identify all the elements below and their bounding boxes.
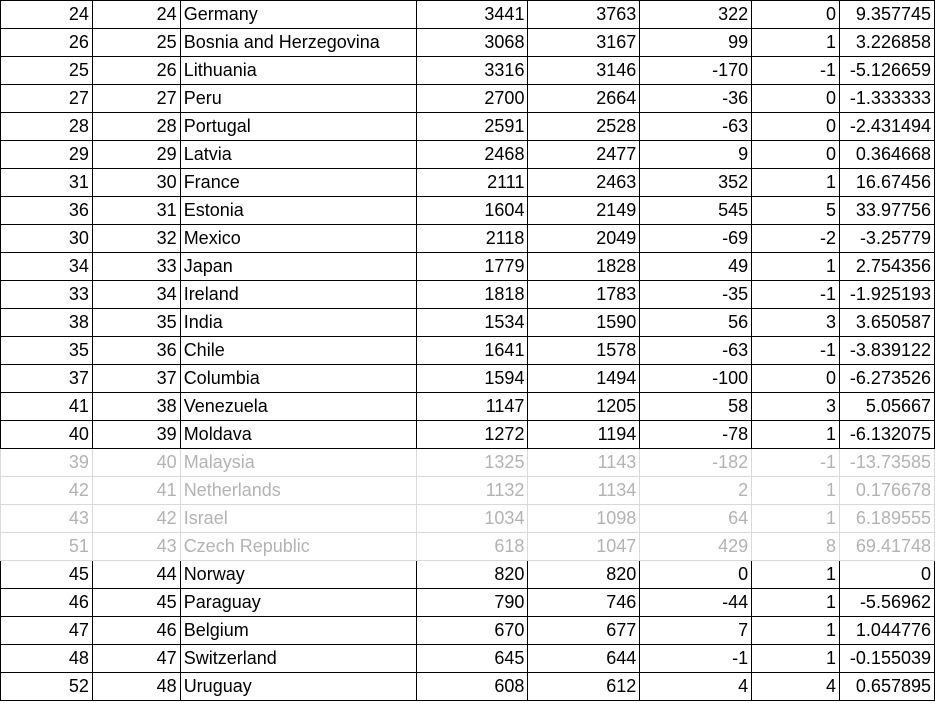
cell-value-a[interactable]: 3068 [416, 29, 528, 57]
cell-difference[interactable]: 56 [640, 309, 752, 337]
cell-percent-change[interactable]: 3.650587 [839, 309, 934, 337]
cell-percent-change[interactable]: -6.273526 [839, 365, 934, 393]
cell-rank[interactable]: 47 [92, 645, 180, 673]
table-row [1, 365, 935, 393]
table-row [1, 197, 935, 225]
cell-value-b[interactable]: 3167 [528, 29, 640, 57]
cell-value-b[interactable]: 1143 [528, 449, 640, 477]
cell-rank[interactable]: 36 [92, 337, 180, 365]
cell-difference[interactable]: 545 [640, 197, 752, 225]
cell-value-b[interactable]: 644 [528, 645, 640, 673]
table-row [1, 337, 935, 365]
cell-difference[interactable]: -69 [640, 225, 752, 253]
cell-rank-change[interactable]: 0 [752, 85, 840, 113]
cell-difference[interactable]: 64 [640, 505, 752, 533]
cell-prev-rank[interactable]: 51 [1, 533, 93, 561]
cell-value-a[interactable]: 3316 [416, 57, 528, 85]
cell-prev-rank[interactable]: 28 [1, 113, 93, 141]
cell-rank[interactable]: 48 [92, 673, 180, 701]
cell-value-a[interactable]: 608 [416, 673, 528, 701]
cell-difference[interactable]: 7 [640, 617, 752, 645]
cell-value-b[interactable]: 1494 [528, 365, 640, 393]
cell-rank[interactable]: 27 [92, 85, 180, 113]
cell-value-b[interactable]: 3146 [528, 57, 640, 85]
cell-value-a[interactable]: 2700 [416, 85, 528, 113]
cell-percent-change[interactable]: -1.925193 [839, 281, 934, 309]
cell-country[interactable]: Peru [180, 85, 416, 113]
cell-value-a[interactable]: 1534 [416, 309, 528, 337]
cell-percent-change[interactable]: -1.333333 [839, 85, 934, 113]
cell-rank-change[interactable]: 1 [752, 253, 840, 281]
cell-prev-rank[interactable]: 35 [1, 337, 93, 365]
cell-country[interactable]: Paraguay [180, 589, 416, 617]
cell-percent-change[interactable]: 0.364668 [839, 141, 934, 169]
cell-value-a[interactable]: 1641 [416, 337, 528, 365]
cell-rank-change[interactable]: -1 [752, 57, 840, 85]
cell-value-b[interactable]: 1098 [528, 505, 640, 533]
cell-rank[interactable]: 35 [92, 309, 180, 337]
cell-value-b[interactable]: 3763 [528, 1, 640, 29]
cell-country[interactable]: Israel [180, 505, 416, 533]
cell-rank-change[interactable]: 1 [752, 617, 840, 645]
cell-prev-rank[interactable]: 24 [1, 1, 93, 29]
cell-difference[interactable]: 58 [640, 393, 752, 421]
table-row [1, 281, 935, 309]
cell-rank-change[interactable]: 1 [752, 421, 840, 449]
table-row [1, 169, 935, 197]
table-row [1, 85, 935, 113]
cell-prev-rank[interactable]: 33 [1, 281, 93, 309]
cell-rank[interactable]: 46 [92, 617, 180, 645]
cell-difference[interactable]: 4 [640, 673, 752, 701]
cell-rank[interactable]: 28 [92, 113, 180, 141]
cell-value-b[interactable]: 1205 [528, 393, 640, 421]
cell-rank-change[interactable]: -1 [752, 337, 840, 365]
cell-difference[interactable]: -36 [640, 85, 752, 113]
cell-country[interactable]: Switzerland [180, 645, 416, 673]
cell-country[interactable]: Czech Republic [180, 533, 416, 561]
cell-value-a[interactable]: 1132 [416, 477, 528, 505]
cell-difference[interactable]: 352 [640, 169, 752, 197]
cell-rank[interactable]: 30 [92, 169, 180, 197]
cell-rank[interactable]: 37 [92, 365, 180, 393]
cell-value-b[interactable]: 677 [528, 617, 640, 645]
cell-percent-change[interactable]: 9.357745 [839, 1, 934, 29]
cell-rank-change[interactable]: -1 [752, 449, 840, 477]
cell-rank[interactable]: 26 [92, 57, 180, 85]
cell-difference[interactable]: -182 [640, 449, 752, 477]
cell-value-b[interactable]: 612 [528, 673, 640, 701]
cell-rank-change[interactable]: -1 [752, 281, 840, 309]
cell-prev-rank[interactable]: 34 [1, 253, 93, 281]
cell-rank-change[interactable]: 5 [752, 197, 840, 225]
cell-value-a[interactable]: 1604 [416, 197, 528, 225]
table-row [1, 477, 935, 505]
cell-rank-change[interactable]: 0 [752, 365, 840, 393]
cell-value-b[interactable]: 820 [528, 561, 640, 589]
cell-prev-rank[interactable]: 38 [1, 309, 93, 337]
cell-rank-change[interactable]: 1 [752, 645, 840, 673]
cell-difference[interactable]: 99 [640, 29, 752, 57]
cell-difference[interactable]: 0 [640, 561, 752, 589]
table-row [1, 57, 935, 85]
table-row [1, 449, 935, 477]
cell-prev-rank[interactable]: 27 [1, 85, 93, 113]
cell-prev-rank[interactable]: 52 [1, 673, 93, 701]
table-row [1, 29, 935, 57]
cell-difference[interactable]: -63 [640, 337, 752, 365]
cell-percent-change[interactable]: 0.657895 [839, 673, 934, 701]
cell-rank[interactable]: 24 [92, 1, 180, 29]
cell-value-a[interactable]: 618 [416, 533, 528, 561]
cell-rank-change[interactable]: 1 [752, 561, 840, 589]
cell-value-b[interactable]: 1134 [528, 477, 640, 505]
cell-difference[interactable]: -100 [640, 365, 752, 393]
cell-value-b[interactable]: 1783 [528, 281, 640, 309]
cell-country[interactable]: Estonia [180, 197, 416, 225]
table-body [1, 1, 935, 701]
table-row [1, 645, 935, 673]
cell-value-a[interactable]: 1818 [416, 281, 528, 309]
cell-value-a[interactable]: 2111 [416, 169, 528, 197]
cell-rank-change[interactable]: 3 [752, 393, 840, 421]
cell-country[interactable]: Lithuania [180, 57, 416, 85]
cell-country[interactable]: Belgium [180, 617, 416, 645]
cell-percent-change[interactable]: 16.67456 [839, 169, 934, 197]
cell-prev-rank[interactable]: 42 [1, 477, 93, 505]
cell-percent-change[interactable]: 69.41748 [839, 533, 934, 561]
cell-value-b[interactable]: 1828 [528, 253, 640, 281]
cell-rank[interactable]: 43 [92, 533, 180, 561]
cell-rank-change[interactable]: -2 [752, 225, 840, 253]
cell-rank[interactable]: 38 [92, 393, 180, 421]
cell-percent-change[interactable]: 1.044776 [839, 617, 934, 645]
cell-value-b[interactable]: 2149 [528, 197, 640, 225]
cell-rank-change[interactable]: 0 [752, 113, 840, 141]
cell-rank-change[interactable]: 1 [752, 169, 840, 197]
cell-prev-rank[interactable]: 37 [1, 365, 93, 393]
cell-value-a[interactable]: 645 [416, 645, 528, 673]
cell-difference[interactable]: 2 [640, 477, 752, 505]
cell-value-b[interactable]: 1590 [528, 309, 640, 337]
cell-value-a[interactable]: 1594 [416, 365, 528, 393]
cell-value-b[interactable]: 2477 [528, 141, 640, 169]
cell-value-a[interactable]: 1272 [416, 421, 528, 449]
cell-percent-change[interactable]: 5.05667 [839, 393, 934, 421]
cell-rank[interactable]: 31 [92, 197, 180, 225]
table-row [1, 393, 935, 421]
cell-percent-change[interactable]: 33.97756 [839, 197, 934, 225]
cell-value-b[interactable]: 1047 [528, 533, 640, 561]
cell-country[interactable]: Netherlands [180, 477, 416, 505]
cell-percent-change[interactable]: 3.226858 [839, 29, 934, 57]
cell-rank[interactable]: 42 [92, 505, 180, 533]
cell-prev-rank[interactable]: 41 [1, 393, 93, 421]
cell-difference[interactable]: -35 [640, 281, 752, 309]
cell-country[interactable]: Malaysia [180, 449, 416, 477]
cell-country[interactable]: Portugal [180, 113, 416, 141]
cell-percent-change[interactable]: 6.189555 [839, 505, 934, 533]
table-row [1, 113, 935, 141]
cell-percent-change[interactable]: 0 [839, 561, 934, 589]
cell-value-b[interactable]: 1578 [528, 337, 640, 365]
cell-country[interactable]: Bosnia and Herzegovina [180, 29, 416, 57]
cell-country[interactable]: Venezuela [180, 393, 416, 421]
cell-prev-rank[interactable]: 43 [1, 505, 93, 533]
cell-country[interactable]: Latvia [180, 141, 416, 169]
cell-country[interactable]: India [180, 309, 416, 337]
table-row [1, 533, 935, 561]
cell-prev-rank[interactable]: 47 [1, 617, 93, 645]
cell-prev-rank[interactable]: 46 [1, 589, 93, 617]
cell-value-a[interactable]: 790 [416, 589, 528, 617]
table-row [1, 225, 935, 253]
cell-value-a[interactable]: 820 [416, 561, 528, 589]
table-row [1, 561, 935, 589]
cell-value-b[interactable]: 746 [528, 589, 640, 617]
cell-country[interactable]: Columbia [180, 365, 416, 393]
cell-prev-rank[interactable]: 29 [1, 141, 93, 169]
cell-prev-rank[interactable]: 40 [1, 421, 93, 449]
cell-rank[interactable]: 25 [92, 29, 180, 57]
cell-rank-change[interactable]: 1 [752, 505, 840, 533]
cell-prev-rank[interactable]: 26 [1, 29, 93, 57]
table-row [1, 141, 935, 169]
cell-prev-rank[interactable]: 31 [1, 169, 93, 197]
cell-value-a[interactable]: 1779 [416, 253, 528, 281]
table-row [1, 617, 935, 645]
cell-rank[interactable]: 39 [92, 421, 180, 449]
cell-rank[interactable]: 40 [92, 449, 180, 477]
cell-rank-change[interactable]: 1 [752, 589, 840, 617]
table-row [1, 253, 935, 281]
cell-country[interactable]: Japan [180, 253, 416, 281]
cell-rank-change[interactable]: 3 [752, 309, 840, 337]
cell-rank-change[interactable]: 0 [752, 1, 840, 29]
cell-difference[interactable]: 9 [640, 141, 752, 169]
cell-rank[interactable]: 45 [92, 589, 180, 617]
cell-value-a[interactable]: 1147 [416, 393, 528, 421]
cell-prev-rank[interactable]: 25 [1, 57, 93, 85]
cell-difference[interactable]: 429 [640, 533, 752, 561]
cell-country[interactable]: France [180, 169, 416, 197]
table-row [1, 1, 935, 29]
cell-prev-rank[interactable]: 45 [1, 561, 93, 589]
cell-percent-change[interactable]: -0.155039 [839, 645, 934, 673]
cell-country[interactable]: Chile [180, 337, 416, 365]
cell-prev-rank[interactable]: 39 [1, 449, 93, 477]
cell-country[interactable]: Mexico [180, 225, 416, 253]
cell-value-b[interactable]: 2463 [528, 169, 640, 197]
cell-value-a[interactable]: 1325 [416, 449, 528, 477]
cell-country[interactable]: Norway [180, 561, 416, 589]
cell-rank-change[interactable]: 1 [752, 477, 840, 505]
cell-value-b[interactable]: 2049 [528, 225, 640, 253]
cell-percent-change[interactable]: -13.73585 [839, 449, 934, 477]
cell-rank-change[interactable]: 1 [752, 29, 840, 57]
cell-percent-change[interactable]: -3.25779 [839, 225, 934, 253]
table-row [1, 673, 935, 701]
cell-percent-change[interactable]: -2.431494 [839, 113, 934, 141]
cell-difference[interactable]: -78 [640, 421, 752, 449]
cell-country[interactable]: Germany [180, 1, 416, 29]
table-row [1, 421, 935, 449]
cell-value-b[interactable]: 2664 [528, 85, 640, 113]
cell-value-a[interactable]: 2591 [416, 113, 528, 141]
cell-value-a[interactable]: 670 [416, 617, 528, 645]
cell-percent-change[interactable]: -6.132075 [839, 421, 934, 449]
cell-difference[interactable]: 322 [640, 1, 752, 29]
cell-percent-change[interactable]: -5.56962 [839, 589, 934, 617]
cell-country[interactable]: Moldava [180, 421, 416, 449]
cell-percent-change[interactable]: 0.176678 [839, 477, 934, 505]
cell-difference[interactable]: -1 [640, 645, 752, 673]
cell-rank[interactable]: 41 [92, 477, 180, 505]
cell-country[interactable]: Ireland [180, 281, 416, 309]
cell-difference[interactable]: -44 [640, 589, 752, 617]
cell-percent-change[interactable]: -5.126659 [839, 57, 934, 85]
cell-prev-rank[interactable]: 48 [1, 645, 93, 673]
cell-value-b[interactable]: 2528 [528, 113, 640, 141]
cell-rank[interactable]: 33 [92, 253, 180, 281]
table-row [1, 505, 935, 533]
cell-percent-change[interactable]: 2.754356 [839, 253, 934, 281]
table-row [1, 589, 935, 617]
cell-difference[interactable]: -63 [640, 113, 752, 141]
cell-rank-change[interactable]: 8 [752, 533, 840, 561]
cell-rank[interactable]: 32 [92, 225, 180, 253]
cell-country[interactable]: Uruguay [180, 673, 416, 701]
cell-difference[interactable]: -170 [640, 57, 752, 85]
table-row [1, 309, 935, 337]
cell-rank[interactable]: 44 [92, 561, 180, 589]
cell-difference[interactable]: 49 [640, 253, 752, 281]
cell-prev-rank[interactable]: 30 [1, 225, 93, 253]
cell-value-b[interactable]: 1194 [528, 421, 640, 449]
cell-rank[interactable]: 34 [92, 281, 180, 309]
cell-rank-change[interactable]: 4 [752, 673, 840, 701]
cell-rank-change[interactable]: 0 [752, 141, 840, 169]
cell-value-a[interactable]: 2118 [416, 225, 528, 253]
cell-value-a[interactable]: 2468 [416, 141, 528, 169]
cell-value-a[interactable]: 1034 [416, 505, 528, 533]
cell-prev-rank[interactable]: 36 [1, 197, 93, 225]
cell-percent-change[interactable]: -3.839122 [839, 337, 934, 365]
cell-rank[interactable]: 29 [92, 141, 180, 169]
cell-value-a[interactable]: 3441 [416, 1, 528, 29]
